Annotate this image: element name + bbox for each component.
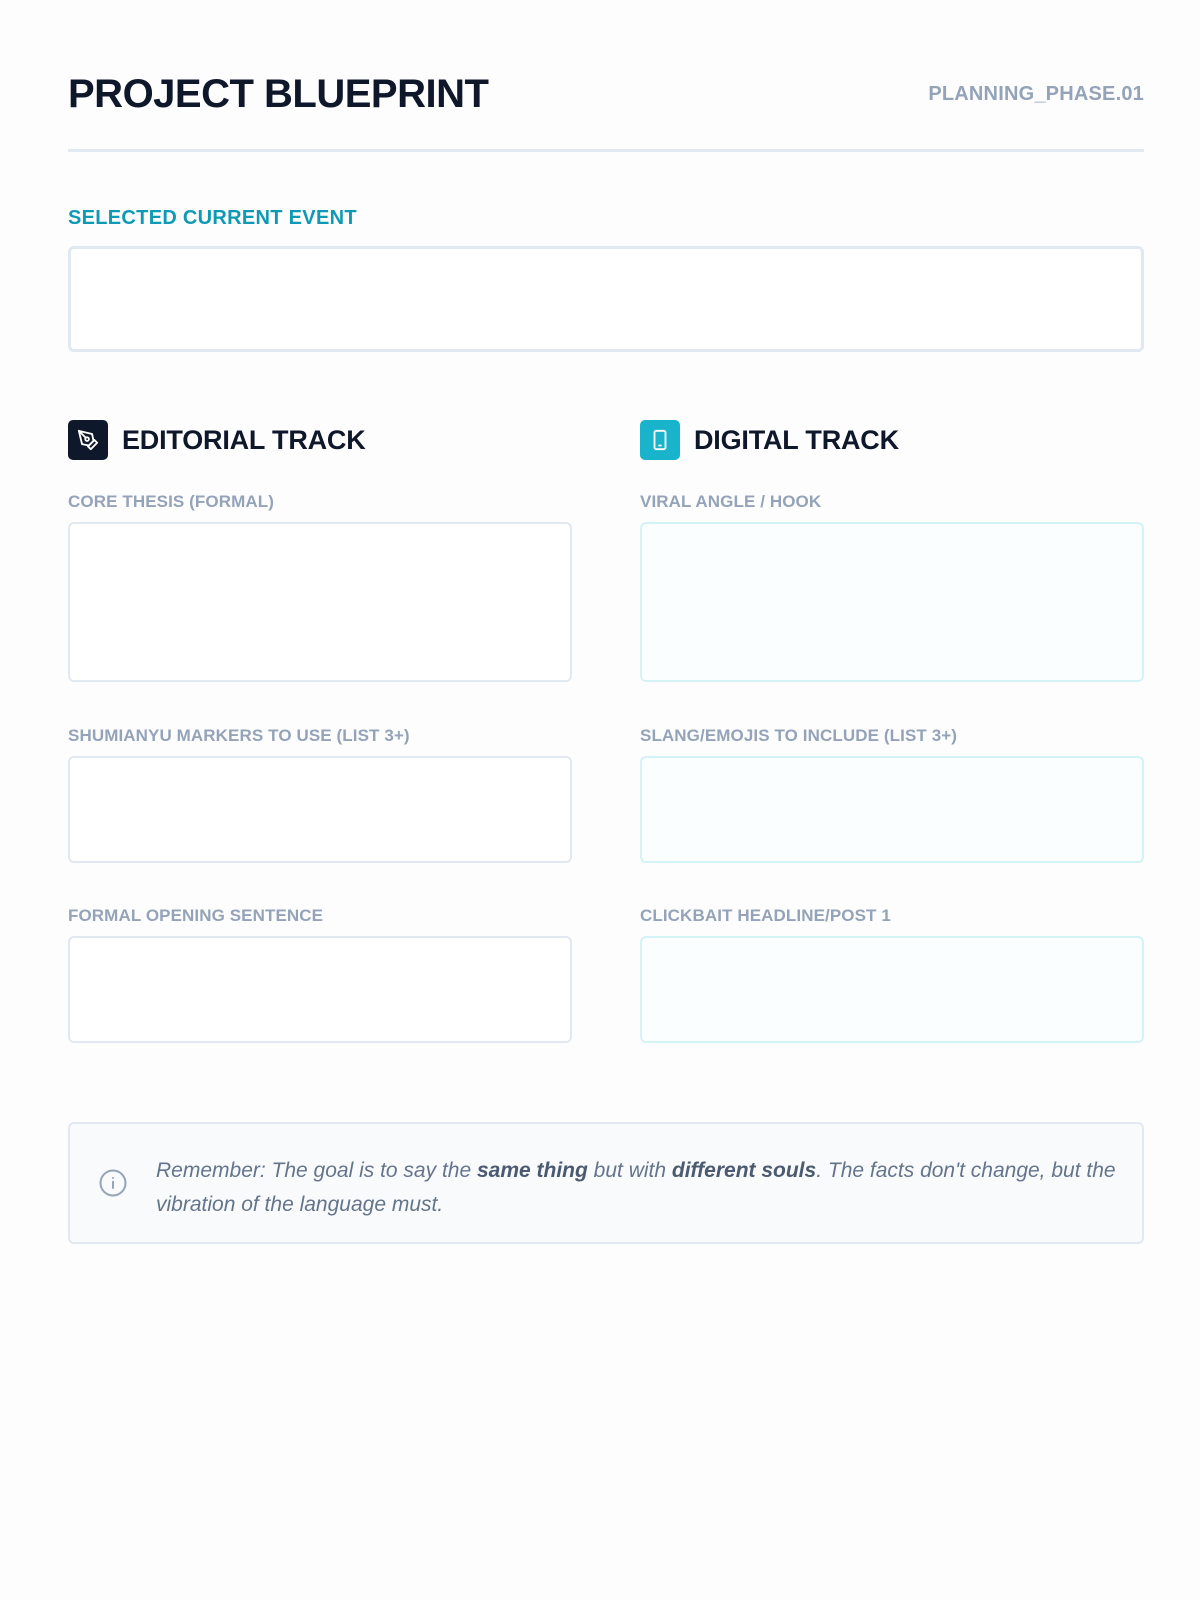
- shumianyu-markers-input[interactable]: [68, 756, 572, 863]
- shumianyu-markers-label: SHUMIANYU MARKERS TO USE (LIST 3+): [68, 726, 410, 745]
- viral-angle-input[interactable]: [640, 522, 1144, 682]
- page-title: PROJECT BLUEPRINT: [68, 72, 489, 116]
- clickbait-headline-input[interactable]: [640, 936, 1144, 1043]
- info-icon: [98, 1168, 128, 1198]
- editorial-track-title: EDITORIAL TRACK: [122, 424, 366, 455]
- pen-tool-icon: [68, 420, 108, 460]
- reminder-bold-same-thing: same thing: [476, 1159, 588, 1182]
- reminder-bold-different-souls: different souls: [671, 1159, 817, 1182]
- smartphone-icon: [640, 420, 680, 460]
- reminder-note: [68, 1122, 1144, 1244]
- phase-tag: PLANNING_PHASE.01: [928, 83, 1144, 105]
- viral-angle-label: VIRAL ANGLE / HOOK: [640, 492, 822, 511]
- core-thesis-label: CORE THESIS (FORMAL): [68, 492, 274, 511]
- core-thesis-input[interactable]: [68, 522, 572, 682]
- clickbait-headline-label: CLICKBAIT HEADLINE/POST 1: [640, 906, 891, 925]
- reminder-suffix: . The facts don't change, but the vibration of the language must.: [156, 1159, 1116, 1216]
- slang-emojis-label: SLANG/EMOJIS TO INCLUDE (LIST 3+): [640, 726, 958, 745]
- formal-opening-label: FORMAL OPENING SENTENCE: [68, 906, 324, 925]
- reminder-text: [156, 1154, 1118, 1222]
- event-input[interactable]: [68, 246, 1144, 352]
- editorial-track-header: [68, 420, 366, 460]
- digital-track-title: DIGITAL TRACK: [694, 424, 899, 455]
- event-label: SELECTED CURRENT EVENT: [68, 207, 357, 229]
- page-header: [68, 68, 1144, 152]
- digital-track-header: [640, 420, 899, 460]
- slang-emojis-input[interactable]: [640, 756, 1144, 863]
- formal-opening-input[interactable]: [68, 936, 572, 1043]
- reminder-prefix: Remember: The goal is to say the: [156, 1159, 477, 1182]
- reminder-mid: but with: [587, 1159, 672, 1182]
